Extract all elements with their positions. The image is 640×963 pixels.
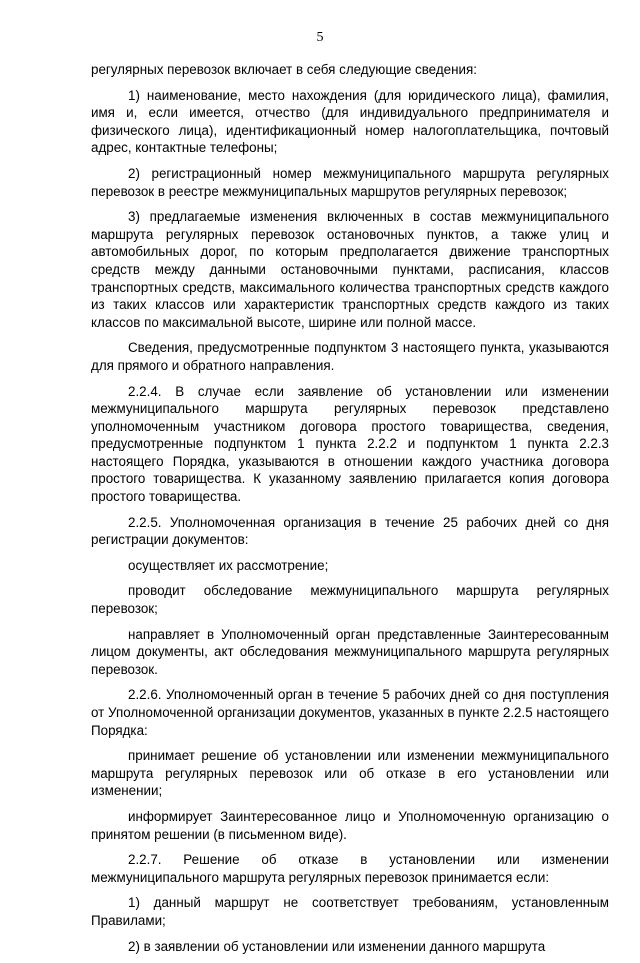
page-number: 5 <box>316 30 324 45</box>
paragraph-2-2-5-b: проводит обследование межмуниципального маршрута регулярных перевозок; <box>91 583 609 617</box>
paragraph-item-3: 3) предлагаемые изменения включенных в состав межмуниципального маршрута регулярных перевозок остановочных пунктов, а также улиц и автомобильных дорог, по которым предполагается движение транспортных средств между данными остановочными пунктами, расписания, классов транспортных средств, максимального количества транспортных средств каждого из таких классов или характеристик транспортных средств каждого из таких классов по максимальной высоте, ширине или полной массе. <box>91 209 609 330</box>
paragraph-2-2-5-c: направляет в Уполномоченный орган представленные Заинтересованным лицом документы, акт обследования межмуниципального маршрута регулярных перевозок. <box>91 626 609 677</box>
paragraph-2-2-6: 2.2.6. Уполномоченный орган в течение 5 рабочих дней со дня поступления от Уполномоченной организации документов, указанных в пункте 2.2.5 настоящего Порядка: <box>91 687 609 738</box>
paragraph-2-2-5-a: осуществляет их рассмотрение; <box>128 557 329 573</box>
paragraph-2-2-4: 2.2.4. В случае если заявление об установлении или изменении межмуниципального маршрута регулярных перевозок представлено уполномоченным участником договора простого товарищества, сведения, предусмотренные подпунктом 1 пункта 2.2.2 и подпунктом 1 пункта 2.2.3 настоящего Порядка, указываются в отношении каждого участника договора простого товарищества. К указанному заявлению прилагается копия договора простого товарищества. <box>91 383 609 505</box>
paragraph-2-2-7-item-2: 2) в заявлении об установлении или изменении данного маршрута <box>128 938 546 954</box>
paragraph-2-2-6-a: принимает решение об установлении или изменении межмуниципального маршрута регулярных перевозок или об отказе в его установлении или изменении; <box>91 748 609 799</box>
paragraph-2-2-7-item-1: 1) данный маршрут не соответствует требованиям, установленным Правилами; <box>91 895 609 928</box>
document-body <box>91 61 609 963</box>
paragraph-note: Сведения, предусмотренные подпунктом 3 настоящего пункта, указываются для прямого и обратного направления. <box>91 340 609 373</box>
paragraph-2-2-6-b: информирует Заинтересованное лицо и Уполномоченную организацию о принятом решении (в письменном виде). <box>91 808 609 842</box>
paragraph-item-1: 1) наименование, место нахождения (для юридического лица), фамилия, имя и, если имеется, отчество (для индивидуального предпринимателя и физического лица), идентификационный номер налогоплательщика, почтовый адрес, контактные телефоны; <box>91 87 609 156</box>
paragraph-2-2-7: 2.2.7. Решение об отказе в установлении или изменении межмуниципального маршрута регулярных перевозок принимается если: <box>91 852 609 885</box>
paragraph-continuation: регулярных перевозок включает в себя следующие сведения: <box>91 62 477 77</box>
paragraph-item-2: 2) регистрационный номер межмуниципального маршрута регулярных перевозок в реестре межмуниципальных маршрутов регулярных перевозок; <box>91 165 609 199</box>
paragraph-2-2-5: 2.2.5. Уполномоченная организация в течение 25 рабочих дней со дня регистрации документов: <box>91 514 609 548</box>
